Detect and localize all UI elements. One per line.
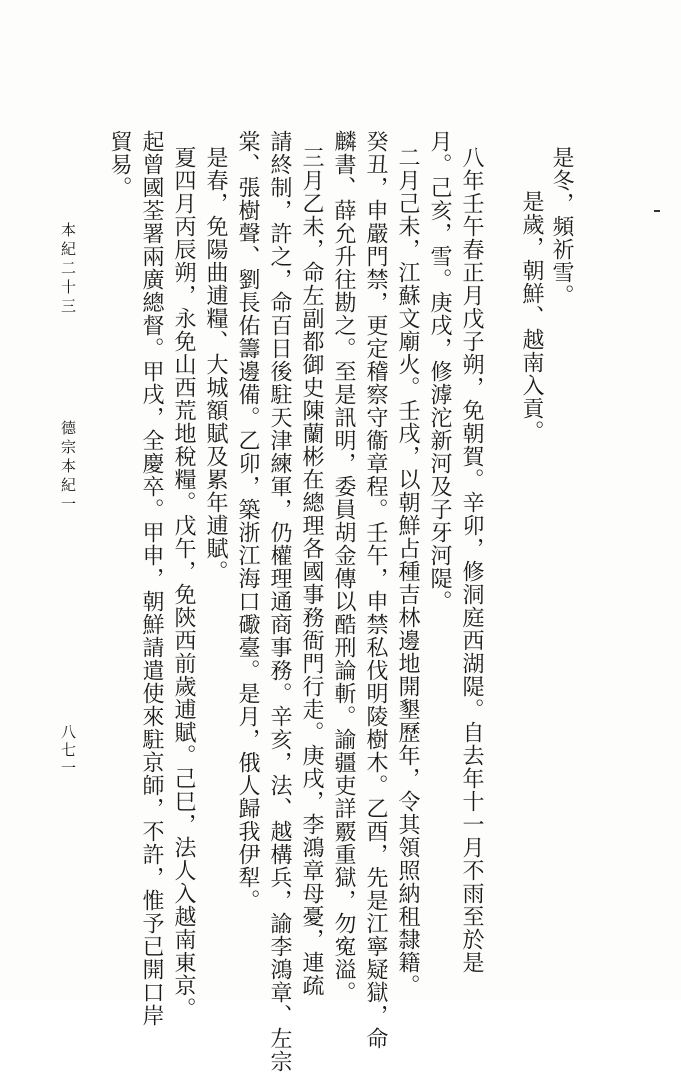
- text-column-1: 是冬，頻祈雪。: [549, 146, 574, 307]
- text-column-13: 起曾國荃署兩廣總督。甲戌，全慶卒。甲申，朝鮮請遣使來駐京師，不許，惟予已開口岸: [139, 130, 164, 1027]
- page-number: 八七一: [59, 724, 77, 778]
- text-column-5: 二月己未，江蘇文廟火。壬戌，以朝鮮占種吉林邊地開墾歷年，令其領照納租隸籍。: [395, 146, 420, 997]
- text-column-4: 月。己亥，雪。庚戌，修滹沱新河及子牙河隄。: [427, 130, 452, 613]
- running-head-section: 本紀二十三: [59, 222, 77, 317]
- text-column-3: 八年壬午春正月戊子朔，免朝賀。辛卯，修洞庭西湖隄。自去年十一月不雨至於是: [459, 146, 484, 974]
- text-column-9: 請終制，許之，命百日後駐天津練軍，仍權理通商事務。辛亥，法、越構兵，諭李鴻章、左宗: [267, 130, 292, 1073]
- text-column-7: 麟書、薛允升往勘之。至是訊明，委員胡金傳以酷刑論斬。諭疆吏詳覈重獄，勿寃溢。: [331, 130, 356, 1004]
- text-column-12: 夏四月丙辰朔，永免山西荒地稅糧。戊午，免陝西前歲逋賦。己巳，法人入越南東京。: [171, 146, 196, 1020]
- text-column-14: 貿易。: [107, 130, 132, 199]
- text-column-11: 是春，免陽曲逋糧、大城額賦及累年逋賦。: [203, 146, 228, 583]
- text-column-2: 是歲，朝鮮、越南入貢。: [519, 190, 544, 443]
- text-column-8: 三月乙未，命左副都御史陳蘭彬在總理各國事務衙門行走。庚戌，李鴻章母憂，連疏: [299, 146, 324, 997]
- text-column-10: 棠、張樹聲、劉長佑籌邊備。乙卯，築浙江海口礮臺。是月，俄人歸我伊犁。: [235, 130, 260, 912]
- page-mark: [654, 210, 660, 212]
- text-column-6: 癸丑，申嚴門禁，更定稽察守衞章程。壬午，申禁私伐明陵樹木。乙酉，先是江寧疑獄，命: [363, 130, 388, 1050]
- running-head-chapter: 德宗本紀一: [59, 420, 77, 515]
